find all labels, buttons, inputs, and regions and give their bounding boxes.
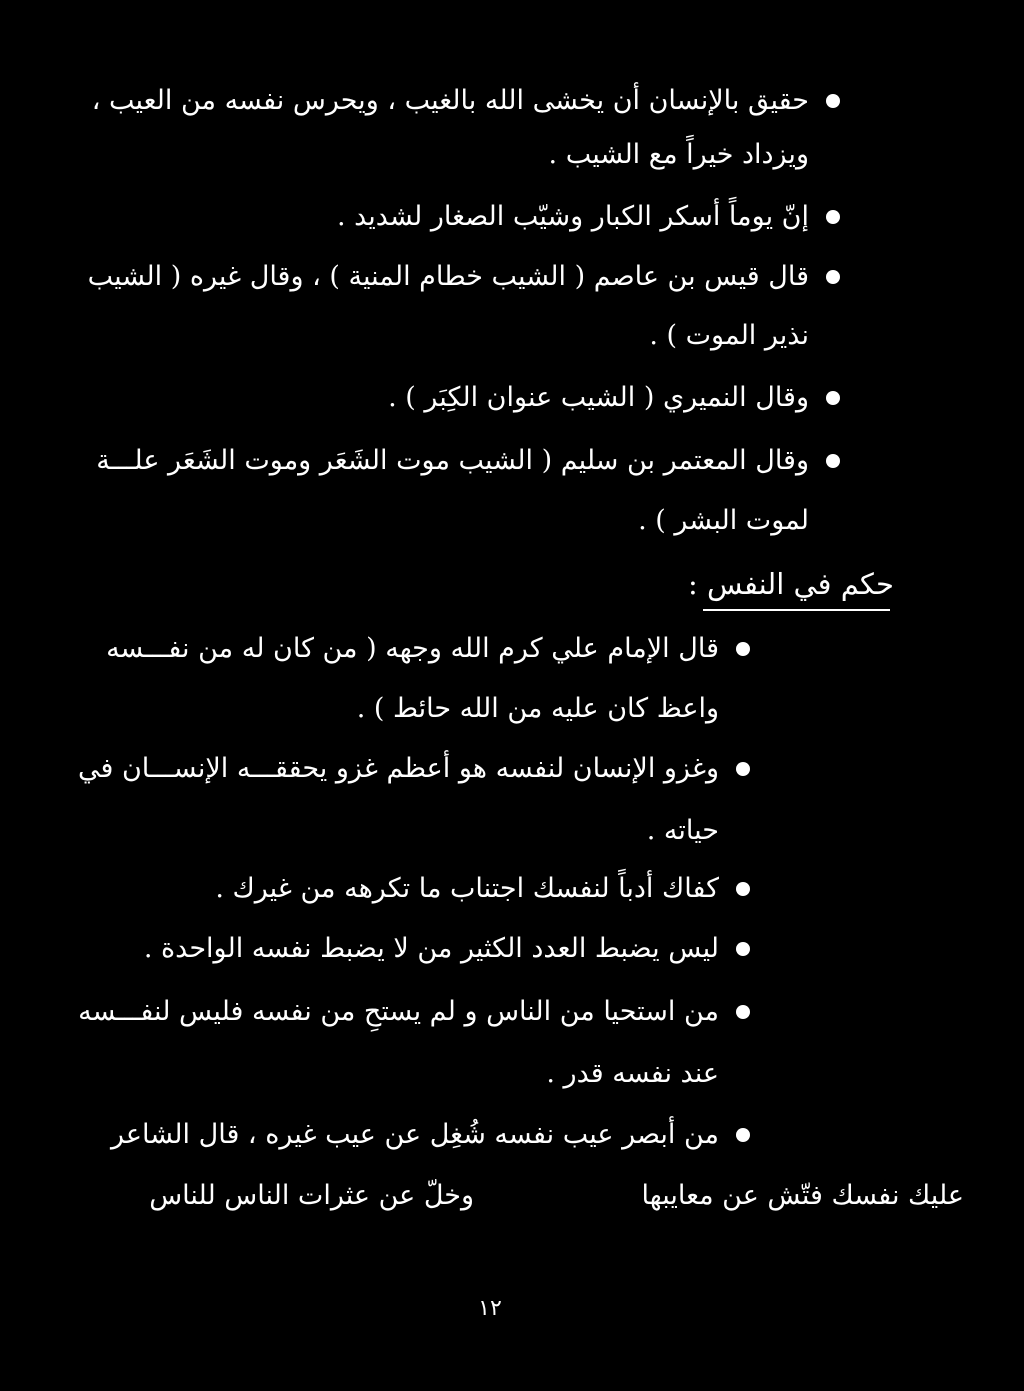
text-line: قال قيس بن عاصم ( الشيب خطام المنية ) ، وقال غيره ( الشيب: [87, 261, 809, 292]
bullet-icon: [826, 210, 840, 224]
bullet-icon: [736, 942, 750, 956]
text-line: عند نفسه قدر .: [546, 1058, 719, 1089]
text-line: ويزداد خيراً مع الشيب .: [548, 139, 809, 170]
text-line: حقيق بالإنسان أن يخشى الله بالغيب ، ويحرس نفسه من العيب ،: [91, 85, 809, 116]
text-line: من أبصر عيب نفسه شُغِل عن عيب غيره ، قال الشاعر: [110, 1119, 719, 1150]
bullet-icon: [736, 1128, 750, 1142]
bullet-icon: [736, 642, 750, 656]
text-line: من استحيا من الناس و لم يستحِ من نفسه فليس لنفـــسه: [78, 996, 719, 1027]
heading-underline: [703, 609, 890, 611]
bullet-icon: [736, 882, 750, 896]
text-line: ليس يضبط العدد الكثير من لا يضبط نفسه الواحدة .: [143, 933, 719, 964]
bullet-icon: [736, 1005, 750, 1019]
text-line: كفاك أدباً لنفسك اجتناب ما تكرهه من غيرك .: [215, 873, 719, 904]
text-line: واعظ كان عليه من الله حائط ) .: [356, 693, 719, 724]
text-line: حياته .: [646, 815, 719, 846]
bullet-icon: [826, 391, 840, 405]
text-line: وغزو الإنسان لنفسه هو أعظم غزو يحققـــه الإنســـان في: [77, 753, 719, 784]
text-line: وقال النميري ( الشيب عنوان الكِبَر ) .: [388, 382, 809, 413]
text-line: وقال المعتمر بن سليم ( الشيب موت الشَعَر وموت الشَعَر علـــة: [96, 445, 809, 476]
section-heading: حكم في النفس :: [688, 567, 894, 601]
text-line: إنّ يوماً أسكر الكبار وشيّب الصغار لشديد .: [336, 201, 809, 232]
page-number: ١٢: [478, 1296, 502, 1321]
bullet-icon: [826, 454, 840, 468]
verse-second-hemistich: وخلّ عن عثرات الناس للناس: [149, 1180, 474, 1211]
bullet-icon: [736, 762, 750, 776]
text-line: نذير الموت ) .: [649, 320, 809, 351]
verse-first-hemistich: عليك نفسك فتّش عن معايبها: [641, 1180, 964, 1211]
bullet-icon: [826, 94, 840, 108]
text-line: قال الإمام علي كرم الله وجهه ( من كان له من نفـــسه: [106, 633, 719, 664]
bullet-icon: [826, 270, 840, 284]
text-line: لموت البشر ) .: [638, 505, 809, 536]
